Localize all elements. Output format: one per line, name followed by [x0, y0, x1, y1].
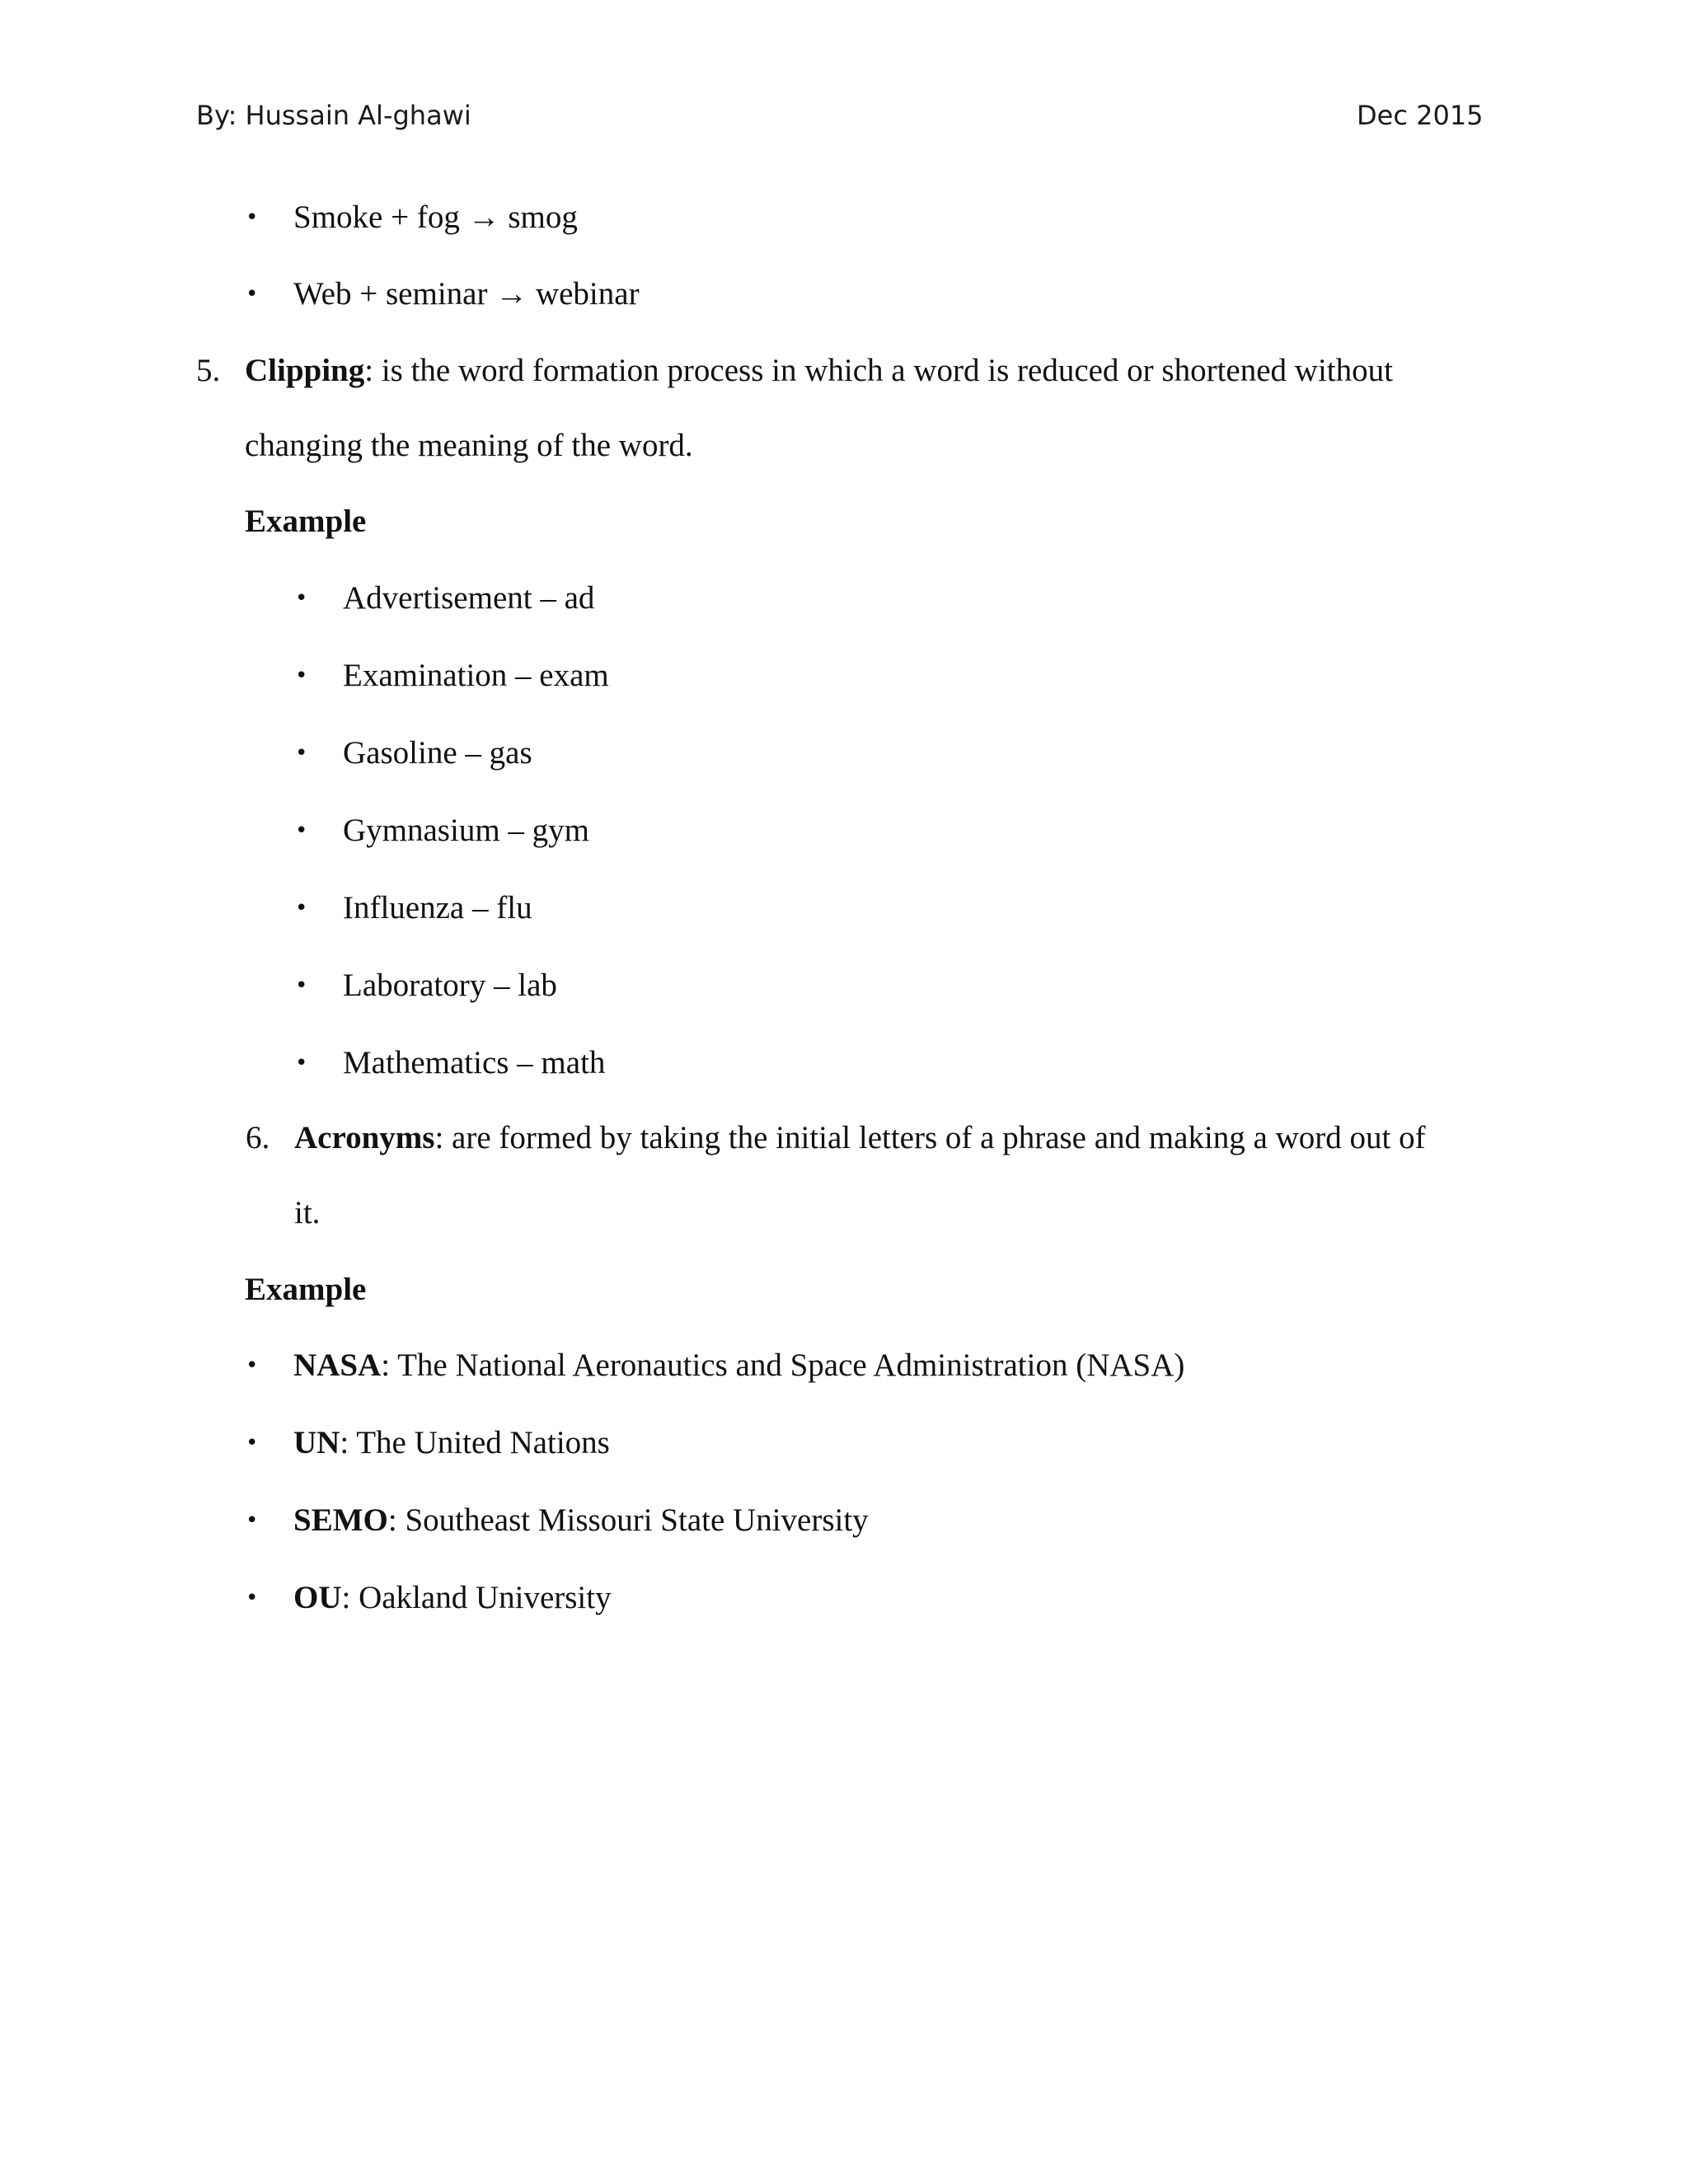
bullet-icon: •	[246, 1586, 259, 1610]
list-item: Advertisement – ad	[343, 580, 595, 616]
bullet-icon: •	[295, 973, 308, 998]
header-date: Dec 2015	[1357, 100, 1484, 131]
bullet-icon: •	[295, 663, 308, 688]
acronym-abbr: SEMO	[293, 1502, 388, 1538]
list-item: Laboratory – lab	[343, 968, 557, 1003]
section-number: 6.	[246, 1120, 270, 1155]
acronym-expansion: : The National Aeronautics and Space Administration (NASA)	[381, 1347, 1185, 1383]
bullet-icon: •	[295, 818, 308, 843]
bullet-icon: •	[295, 896, 308, 921]
bullet-icon: •	[246, 1508, 259, 1533]
list-item: Web + seminar → webinar	[293, 276, 640, 312]
definition-text: : is the word formation process in which a word is reduced or shortened without	[364, 353, 1393, 388]
list-item: Examination – exam	[343, 658, 609, 693]
example-heading: Example	[245, 504, 367, 539]
bullet-icon: •	[246, 1353, 259, 1378]
list-item	[293, 1580, 612, 1616]
definition-continuation: changing the meaning of the word.	[245, 428, 693, 463]
definition-continuation: it.	[294, 1195, 321, 1230]
definition-text: : are formed by taking the initial letters of a phrase and making a word out of	[434, 1120, 1426, 1155]
bullet-icon: •	[246, 205, 259, 230]
acronyms-definition	[294, 1120, 1426, 1156]
section-number: 5.	[196, 353, 221, 388]
bullet-icon: •	[246, 282, 259, 307]
bullet-icon: •	[295, 741, 308, 766]
list-item: Gymnasium – gym	[343, 813, 589, 848]
acronym-abbr: UN	[293, 1425, 340, 1460]
list-item: Mathematics – math	[343, 1045, 606, 1080]
list-item	[293, 1425, 610, 1461]
example-heading: Example	[245, 1272, 367, 1307]
list-item	[293, 1347, 1184, 1384]
bullet-icon: •	[295, 586, 308, 611]
term-clipping: Clipping	[245, 353, 365, 388]
header-author: By: Hussain Al-ghawi	[196, 100, 471, 131]
clipping-definition	[245, 353, 1393, 389]
list-item: Influenza – flu	[343, 890, 532, 926]
list-item: Smoke + fog → smog	[293, 199, 578, 235]
bullet-icon: •	[246, 1431, 259, 1455]
acronym-abbr: OU	[293, 1580, 342, 1615]
bullet-icon: •	[295, 1051, 308, 1076]
acronym-expansion: : Oakland University	[341, 1580, 612, 1615]
acronym-expansion: : The United Nations	[340, 1425, 610, 1460]
list-item: Gasoline – gas	[343, 735, 532, 771]
list-item	[293, 1502, 869, 1539]
term-acronyms: Acronyms	[294, 1120, 435, 1155]
acronym-abbr: NASA	[293, 1347, 382, 1383]
acronym-expansion: : Southeast Missouri State University	[387, 1502, 869, 1538]
